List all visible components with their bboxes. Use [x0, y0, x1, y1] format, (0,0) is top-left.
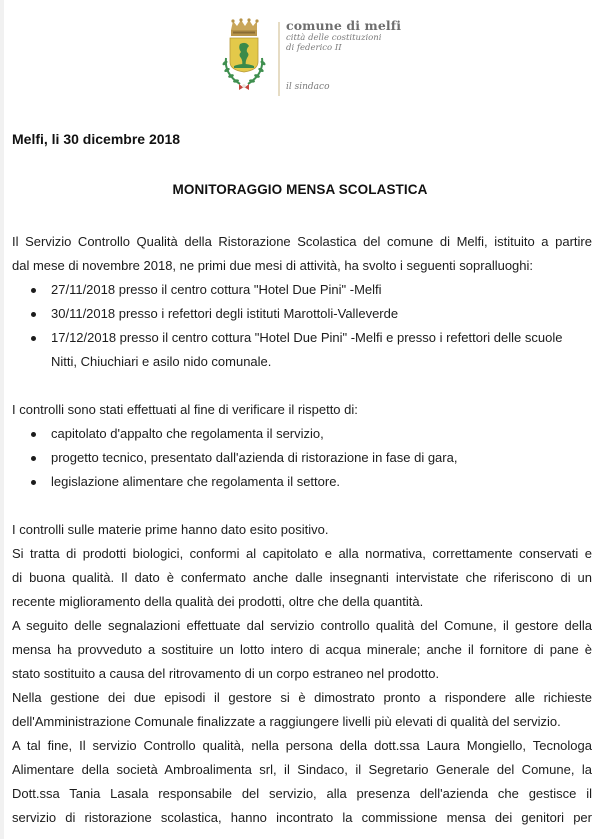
- inspection-item: [12, 278, 592, 302]
- inspection-item-text: 27/11/2018 presso il centro cottura "Hotel Due Pini" -Melfi: [51, 282, 382, 297]
- paragraph-3-line2: mensa ha provveduto a sostituire un lotto intero di acqua minerale; anche il fornitore di pane è: [12, 642, 592, 657]
- page-edge: [0, 0, 4, 839]
- paragraph-5-line1: A tal fine, Il servizio Controllo qualità, nella persona della dott.ssa Laura Mongiello, Tecnologa: [12, 738, 592, 753]
- paragraph-1: I controlli sulle materie prime hanno dato esito positivo.: [12, 522, 329, 537]
- paragraph-4-line2: dell'Amministrazione Comunale finalizzate a raggiungere livelli più elevati di qualità del servizio.: [12, 714, 561, 729]
- municipality-name: comune di melfi: [286, 18, 402, 33]
- document-date: Melfi, li 30 dicembre 2018: [12, 131, 181, 147]
- findings-section: [12, 518, 592, 830]
- inspection-item-text: 30/11/2018 presso i refettori degli istituti Marottoli-Valleverde: [51, 306, 399, 321]
- control-item: [12, 446, 592, 470]
- municipality-subtitle-line1: città delle costituzioni: [286, 33, 382, 43]
- letterhead-text: [286, 18, 401, 53]
- inspection-item-text-line1: 17/12/2018 presso il centro cottura "Hotel Due Pini" -Melfi e presso i refettori delle scuole: [51, 330, 563, 345]
- inspection-item-text-line2: Nitti, Chiuchiari e asilo nido comunale.: [51, 354, 272, 369]
- paragraph-5-line2: Alimentare della società Ambroalimenta srl, il Sindaco, il Segretario Generale del Comune, la: [12, 762, 592, 777]
- control-item-text: legislazione alimentare che regolamenta il settore.: [51, 474, 341, 489]
- municipality-subtitle-line2: di federico II: [286, 43, 342, 53]
- paragraph-5-line3: Dott.ssa Tania Lasala responsabile del servizio, alla presenza dell'azienda che gestisce il: [12, 786, 592, 801]
- paragraph-3-line1: A seguito delle segnalazioni effettuate dal servizio controllo qualità del Comune, il gestore della: [12, 618, 592, 633]
- paragraph-2-line3: recente miglioramento della qualità dei prodotti, oltre che della quantità.: [12, 594, 424, 609]
- intro-section: [12, 230, 592, 374]
- letterhead: [216, 18, 416, 98]
- intro-line-2: dal mese di novembre 2018, ne primi due mesi di attività, ha svolto i seguenti sopralluoghi:: [12, 258, 534, 273]
- control-item-text: capitolato d'appalto che regolamenta il servizio,: [51, 426, 324, 441]
- paragraph-2-line2: di buona qualità. Il dato è confermato anche dalle insegnanti intervistate che riferiscono di un: [12, 570, 592, 585]
- controls-list: [12, 422, 592, 494]
- letterhead-divider: [278, 22, 280, 96]
- document-title: MONITORAGGIO MENSA SCOLASTICA: [172, 182, 428, 197]
- inspection-item: [12, 326, 592, 374]
- controls-intro: I controlli sono stati effettuati al fine di verificare il rispetto di:: [12, 402, 358, 417]
- control-item: [12, 422, 592, 446]
- intro-line-1: Il Servizio Controllo Qualità della Ristorazione Scolastica del comune di Melfi, istituito a partire: [12, 234, 592, 249]
- paragraph-4-line1: Nella gestione dei due episodi il gestore si è dimostrato pronto a rispondere alle richieste: [12, 690, 592, 705]
- inspection-item: [12, 302, 592, 326]
- paragraph-3-line3: stato sostituito a causa del ritrovamento di un corpo estraneo nel prodotto.: [12, 666, 440, 681]
- controls-section: [12, 398, 592, 494]
- inspection-list: [12, 278, 592, 374]
- control-item-text: progetto tecnico, presentato dall'azienda di ristorazione in fase di gara,: [51, 450, 458, 465]
- municipal-coat-of-arms-icon: [216, 18, 274, 94]
- control-item: [12, 470, 592, 494]
- paragraph-2-line1: Si tratta di prodotti biologici, conformi al capitolato e alla normativa, correttamente conservati e: [12, 546, 592, 561]
- paragraph-5-line4: servizio di ristorazione scolastica, hanno incontrato la commissione mensa dei genitori per: [12, 810, 592, 825]
- sender-role: il sindaco: [286, 82, 330, 92]
